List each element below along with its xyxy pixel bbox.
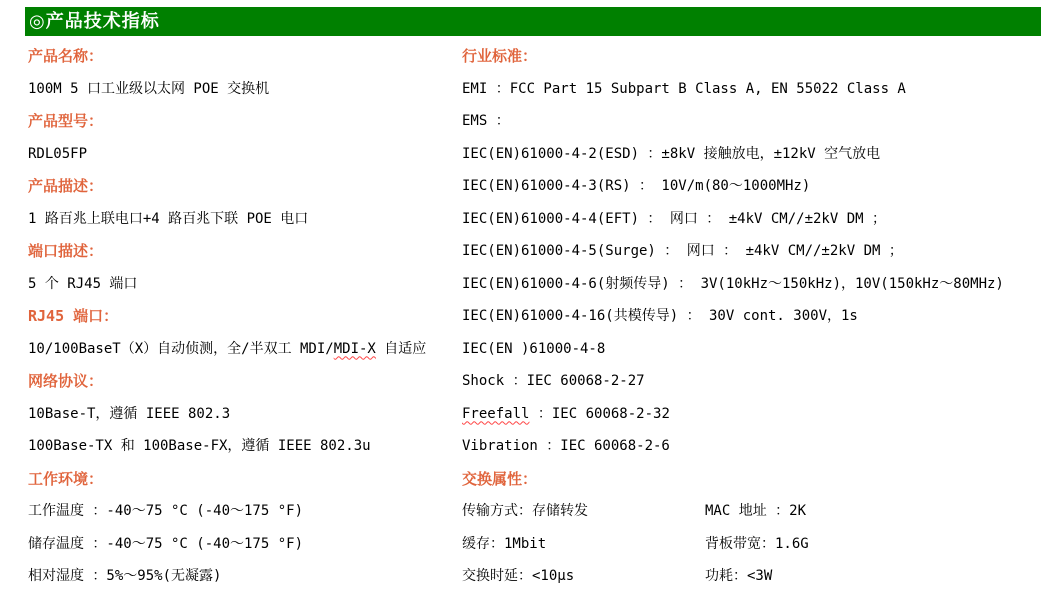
section-heading: 产品描述： <box>28 177 104 195</box>
section-heading: 行业标准： <box>462 47 538 65</box>
page-title: ◎产品技术指标 <box>29 11 160 32</box>
spec-line: IEC(EN)61000-4-2(ESD) ：±8kV 接触放电，±12kV 空气放电 <box>462 145 881 162</box>
spec-line: 100M 5 口工业级以太网 POE 交换机 <box>28 80 270 97</box>
spec-line: 相对湿度 ：5%～95%(无凝露) <box>28 568 222 584</box>
spec-pair-row <box>462 560 1037 593</box>
spec-pair-cell: MAC 地址 ：2K <box>705 503 807 519</box>
spec-text-segment: 自适应 <box>375 340 427 357</box>
spec-line: 5 个 RJ45 端口 <box>28 275 138 292</box>
spec-line <box>462 398 1037 431</box>
spec-line: IEC(EN)61000-4-6(射频传导) ： 3V(10kHz～150kHz)，10V(150kHz～80MHz) <box>462 275 1004 292</box>
spellcheck-underlined-text: MDI-X <box>333 340 376 357</box>
section-heading: 工作环境： <box>28 469 104 488</box>
spec-pair-cell: 交换时延：<10µs <box>462 568 575 584</box>
spec-line: IEC(EN )61000-4-8 <box>462 340 606 357</box>
spec-column-right <box>462 40 1037 593</box>
spec-line: IEC(EN)61000-4-3(RS) ： 10V/m(80～1000MHz) <box>462 178 811 194</box>
spec-pair-row <box>462 528 1037 561</box>
section-heading: 产品型号： <box>28 112 104 130</box>
section-heading: RJ45 端口： <box>28 307 119 325</box>
section-heading: 端口描述： <box>28 242 104 260</box>
spec-line: IEC(EN)61000-4-4(EFT) ： 网口 ： ±4kV CM//±2kV DM ； <box>462 210 887 227</box>
spec-line: Vibration ：IEC 60068-2-6 <box>462 438 670 454</box>
spec-line: 100Base-TX 和 100Base-FX，遵循 IEEE 802.3u <box>28 438 371 454</box>
spec-line: 10Base-T，遵循 IEEE 802.3 <box>28 405 231 422</box>
spec-text-segment: ：IEC 60068-2-32 <box>529 405 670 422</box>
section-heading: 产品名称： <box>28 47 104 65</box>
spec-line: 储存温度 ：-40～75 °C (-40～175 °F) <box>28 535 304 552</box>
spec-line: 工作温度 ：-40～75 °C (-40～175 °F) <box>28 503 304 519</box>
section-heading: 交换属性： <box>462 469 538 488</box>
spec-pair-cell: 传输方式：存储转发 <box>462 503 588 519</box>
spec-column-left <box>28 40 453 593</box>
spec-line: RDL05FP <box>28 145 88 162</box>
spec-pair-cell: 缓存：1Mbit <box>462 535 547 552</box>
spec-line: EMS ： <box>462 113 510 129</box>
spec-pair-row <box>462 495 1037 528</box>
spellcheck-underlined-text: Freefall <box>462 405 530 422</box>
spec-line <box>28 333 453 366</box>
spec-pair-cell: 背板带宽：1.6G <box>705 535 809 552</box>
spec-line: IEC(EN)61000-4-16(共模传导) ： 30V cont. 300V，1s <box>462 308 858 324</box>
spec-line: IEC(EN)61000-4-5(Surge) ： 网口 ： ±4kV CM//±2kV DM ； <box>462 243 903 259</box>
section-heading: 网络协议： <box>28 372 104 390</box>
section-title-bar <box>25 7 1041 36</box>
spec-pair-cell: 功耗：<3W <box>705 568 773 584</box>
spec-line: EMI ：FCC Part 15 Subpart B Class A, EN 55022 Class A <box>462 80 906 97</box>
spec-text-segment: 10/100BaseT（X）自动侦测，全/半双工 MDI/ <box>28 340 334 357</box>
spec-line: 1 路百兆上联电口+4 路百兆下联 POE 电口 <box>28 210 309 227</box>
spec-line: Shock ：IEC 60068-2-27 <box>462 373 645 389</box>
